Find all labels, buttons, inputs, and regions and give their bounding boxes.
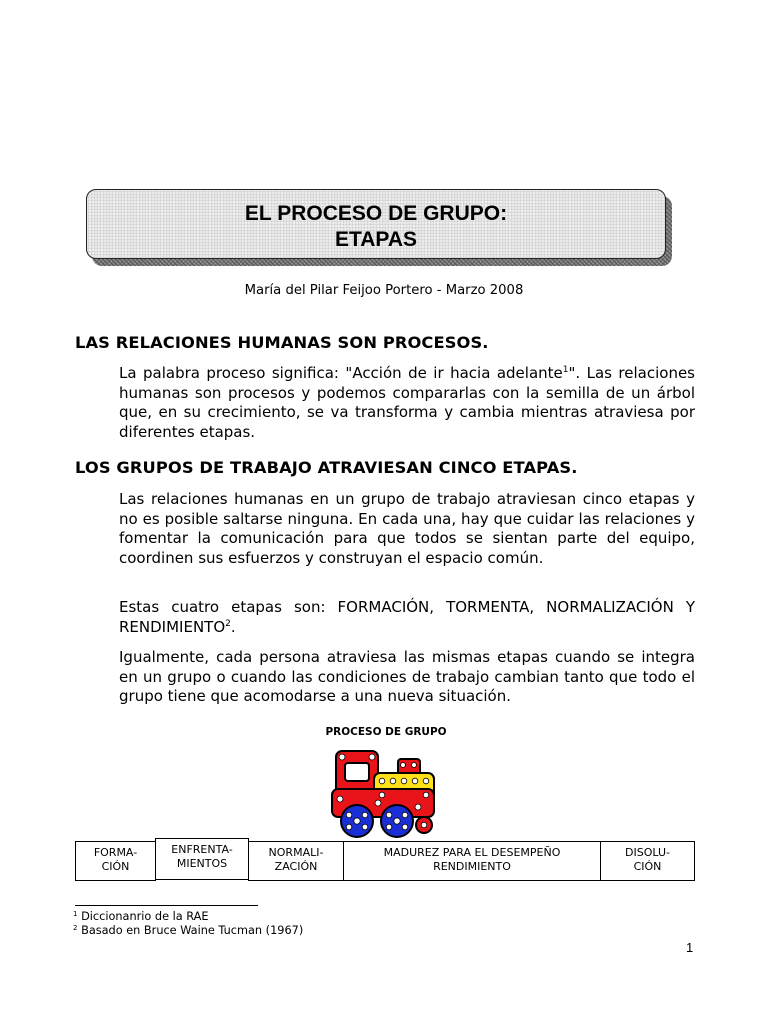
section-2-paragraph-1: Las relaciones humanas en un grupo de trabajo atraviesan cinco etapas y no es posible saltarse ninguna. En cada una, hay que cuidar las relaciones y fomentar la comunicación para que todos se sientan parte del equipo, coordinen sus esfuerzos y construyan el espacio común.: [119, 490, 695, 567]
section-1-paragraph: [119, 364, 695, 442]
section-2-p2-text-a: Estas cuatro etapas son: FORMACIÓN, TORMENTA, NORMALIZACIÓN Y RENDIMIENTO: [119, 598, 695, 636]
stage-label-line-1: DISOLU-: [625, 846, 670, 859]
section-1-text-b: ". Las relaciones humanas son procesos y podemos compararlas con la semilla de un árbol que, en su crecimiento, se va transforma y cambia mientras atraviesa por diferentes etapas.: [119, 364, 695, 441]
stage-label-line-2: ZACIÓN: [274, 859, 318, 873]
footnote-divider: [75, 905, 258, 906]
stage-label-line-2: RENDIMIENTO: [433, 859, 511, 873]
stage-disolucion: [600, 841, 695, 881]
author-line: María del Pilar Feijoo Portero - Marzo 2008: [244, 283, 524, 298]
stage-label-line-1: FORMA-: [93, 846, 138, 859]
stage-rendimiento: [343, 841, 601, 881]
stage-label-line-1: MADUREZ PARA EL DESEMPEÑO: [383, 846, 561, 859]
footnote-text: Basado en Bruce Waine Tucman (1967): [81, 924, 304, 937]
stage-formacion: [75, 841, 156, 881]
title-line-2: ETAPAS: [334, 228, 418, 251]
section-2-paragraph-3: Igualmente, cada persona atraviesa las mismas etapas cuando se integra en un grupo o cuando las condiciones de trabajo cambian tanto que todo el grupo tiene que acomodarse a una nueva situación.: [119, 648, 695, 706]
section-1-text-a: La palabra proceso significa: "Acción de ir hacia adelante: [119, 364, 563, 382]
footnote-text: Diccionanrio de la RAE: [81, 910, 209, 923]
title-box-face: [86, 189, 666, 259]
footnote-2: [73, 924, 303, 937]
footnote-ref-2[interactable]: 2: [225, 618, 231, 629]
section-2-p2-text-b: .: [230, 617, 236, 636]
title-line-1: EL PROCESO DE GRUPO:: [244, 202, 508, 225]
title-box: [86, 189, 674, 269]
footnote-number: 2: [73, 924, 78, 932]
stage-label-line-2: CIÓN: [633, 859, 662, 873]
stage-label-line-2: CIÓN: [101, 859, 130, 873]
stage-label-line-2: MIENTOS: [176, 856, 228, 870]
section-2-heading: LOS GRUPOS DE TRABAJO ATRAVIESAN CINCO ETAPAS.: [75, 458, 578, 477]
footnote-number: 1: [73, 910, 78, 918]
diagram-caption: PROCESO DE GRUPO: [325, 726, 447, 738]
stage-label-line-1: ENFRENTA-: [171, 843, 233, 856]
stage-normalizacion: [248, 841, 344, 881]
footnote-ref-1[interactable]: 1: [562, 365, 569, 375]
stage-label-line-1: NORMALI-: [268, 846, 324, 859]
toy-train-icon: [330, 745, 438, 841]
section-1-heading: LAS RELACIONES HUMANAS SON PROCESOS.: [75, 333, 489, 352]
page-number: 1: [686, 940, 694, 955]
footnote-1: [73, 910, 209, 923]
stage-enfrentamientos: [155, 838, 249, 880]
section-2-paragraph-2: [119, 598, 695, 637]
